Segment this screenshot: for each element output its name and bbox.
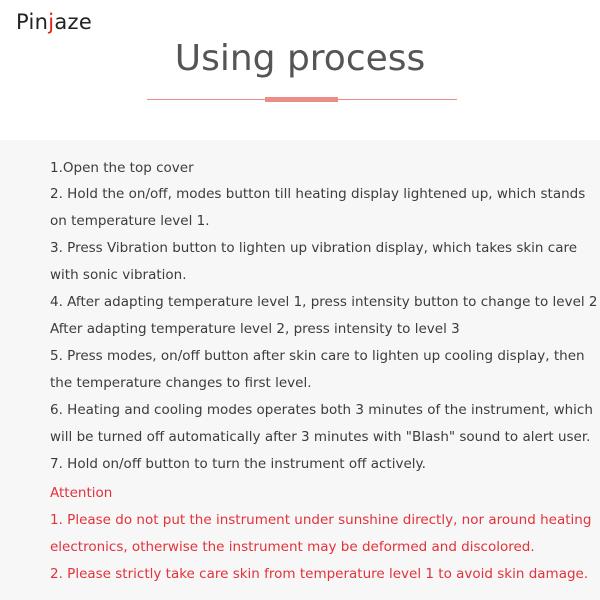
step-line: After adapting temperature level 2, press intensity to level 3 <box>50 321 460 337</box>
brand-text-accent: j <box>48 10 55 34</box>
step-line: will be turned off automatically after 3 minutes with "Blash" sound to alert user. <box>50 429 591 445</box>
step-line: 2. Hold the on/off, modes button till heating display lightened up, which stands <box>50 186 586 202</box>
instructions-panel <box>0 140 600 600</box>
header <box>0 0 600 140</box>
attention-heading: Attention <box>50 485 113 501</box>
step-line: 6. Heating and cooling modes operates both 3 minutes of the instrument, which <box>50 402 593 418</box>
step-line: with sonic vibration. <box>50 267 187 283</box>
step-line: on temperature level 1. <box>50 213 210 229</box>
step-line: 1.Open the top cover <box>50 160 194 176</box>
brand-text-start: Pin <box>16 10 49 34</box>
brand-logo <box>16 10 92 34</box>
page-title: Using process <box>174 38 426 79</box>
attention-line: electronics, otherwise the instrument may be deformed and discolored. <box>50 539 535 555</box>
title-divider-accent <box>265 97 338 102</box>
step-line: 4. After adapting temperature level 1, press intensity button to change to level 2 <box>50 294 598 310</box>
step-line: 7. Hold on/off button to turn the instrument off actively. <box>50 456 426 472</box>
step-line: the temperature changes to first level. <box>50 375 312 391</box>
brand-text-end: aze <box>54 10 93 34</box>
step-line: 3. Press Vibration button to lighten up vibration display, which takes skin care <box>50 240 578 256</box>
attention-line: 1. Please do not put the instrument under sunshine directly, nor around heating <box>50 512 592 528</box>
step-line: 5. Press modes, on/off button after skin care to lighten up cooling display, then <box>50 348 585 364</box>
attention-line: 2. Please strictly take care skin from temperature level 1 to avoid skin damage. <box>50 566 589 582</box>
